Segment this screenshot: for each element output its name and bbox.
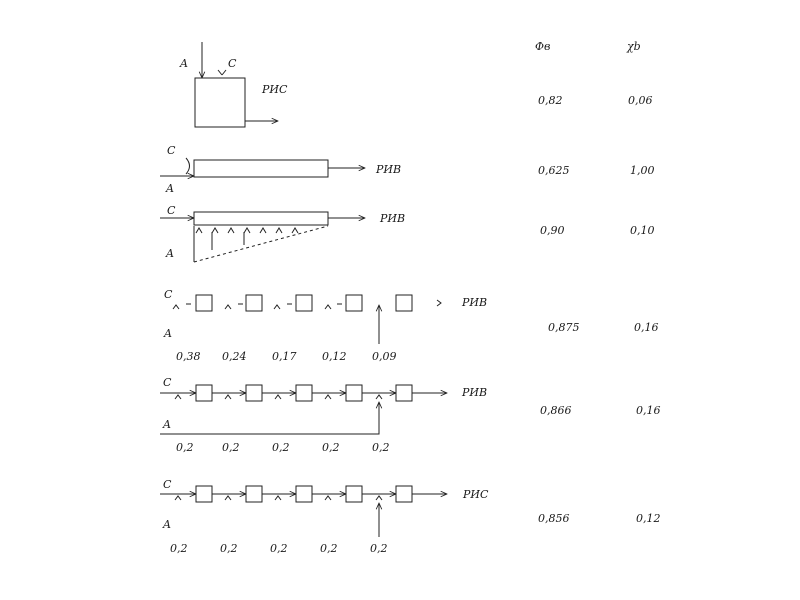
cascade-reactor-5 [396, 295, 412, 311]
cascade-reactor-2 [246, 295, 262, 311]
feed-fraction: 0,2 [372, 441, 390, 454]
cascade-reactor-3 [296, 486, 312, 502]
feed-fraction: 0,38 [176, 350, 201, 363]
phi-value: 0,82 [538, 94, 563, 107]
feed-c-curve [186, 158, 190, 174]
chi-column-header: χb [627, 40, 641, 53]
label-a: A [163, 418, 171, 431]
scheme-1 [179, 42, 653, 127]
feed-fraction: 0,2 [370, 542, 388, 555]
scheme-5 [160, 376, 661, 454]
feed-fraction: 0,12 [322, 350, 347, 363]
phi-column-header: Φв [535, 40, 551, 53]
feed-c-tick [218, 70, 222, 75]
cascade-reactor-2 [246, 486, 262, 502]
feed-a-header [160, 402, 379, 434]
feed-fraction: 0,2 [220, 542, 238, 555]
cascade-reactor-4 [346, 295, 362, 311]
cascade-reactor-5 [396, 385, 412, 401]
feed-fraction: 0,2 [170, 542, 188, 555]
scheme-type: РИС [262, 83, 288, 96]
label-a: A [180, 57, 188, 70]
scheme-3 [160, 204, 655, 262]
phi-value: 0,856 [538, 512, 570, 525]
scheme-6 [160, 478, 661, 555]
scheme-type: РИВ [462, 386, 488, 399]
scheme-4 [163, 288, 659, 363]
label-a: A [163, 518, 171, 531]
scheme-2 [160, 144, 655, 195]
cascade-reactor-3 [296, 385, 312, 401]
scheme-type: РИС [463, 488, 489, 501]
feed-fraction: 0,09 [372, 350, 397, 363]
feed-fraction: 0,2 [176, 441, 194, 454]
cascade-reactor-1 [196, 385, 212, 401]
cstr-vessel [195, 78, 245, 127]
cascade-reactor-4 [346, 486, 362, 502]
phi-value: 0,90 [540, 224, 565, 237]
chi-value: 0,16 [636, 404, 661, 417]
feed-fraction: 0,2 [272, 441, 290, 454]
phi-value: 0,875 [548, 321, 580, 334]
phi-value: 0,625 [538, 164, 570, 177]
label-c: C [167, 204, 176, 217]
label-c: C [164, 288, 173, 301]
phi-value: 0,866 [540, 404, 572, 417]
label-c: C [167, 144, 176, 157]
feed-fraction: 0,2 [320, 542, 338, 555]
cascade-reactor-4 [346, 385, 362, 401]
cascade-reactor-1 [196, 486, 212, 502]
label-c: C [228, 57, 237, 70]
chi-value: 0,16 [634, 321, 659, 334]
scheme-type: РИВ [376, 163, 402, 176]
pfr-tube [194, 160, 328, 177]
chi-value: 1,00 [630, 164, 655, 177]
chi-value: 0,10 [630, 224, 655, 237]
feed-c-tick [222, 70, 226, 75]
scheme-type: РИВ [462, 296, 488, 309]
label-a: A [166, 182, 174, 195]
chi-value: 0,12 [636, 512, 661, 525]
label-c: C [163, 376, 172, 389]
scheme-type: РИВ [380, 212, 406, 225]
feed-fraction: 0,2 [270, 542, 288, 555]
label-a: A [164, 327, 172, 340]
chi-value: 0,06 [628, 94, 653, 107]
feed-fraction: 0,2 [322, 441, 340, 454]
cascade-reactor-3 [296, 295, 312, 311]
distributed-feed-ticks [196, 228, 298, 233]
cascade-reactor-5 [396, 486, 412, 502]
feed-fraction: 0,17 [272, 350, 297, 363]
label-c: C [163, 478, 172, 491]
pfr-tube [194, 212, 328, 225]
feed-fraction: 0,24 [222, 350, 247, 363]
label-a: A [166, 247, 174, 260]
feed-fraction: 0,2 [222, 441, 240, 454]
cascade-reactor-2 [246, 385, 262, 401]
cascade-reactor-1 [196, 295, 212, 311]
